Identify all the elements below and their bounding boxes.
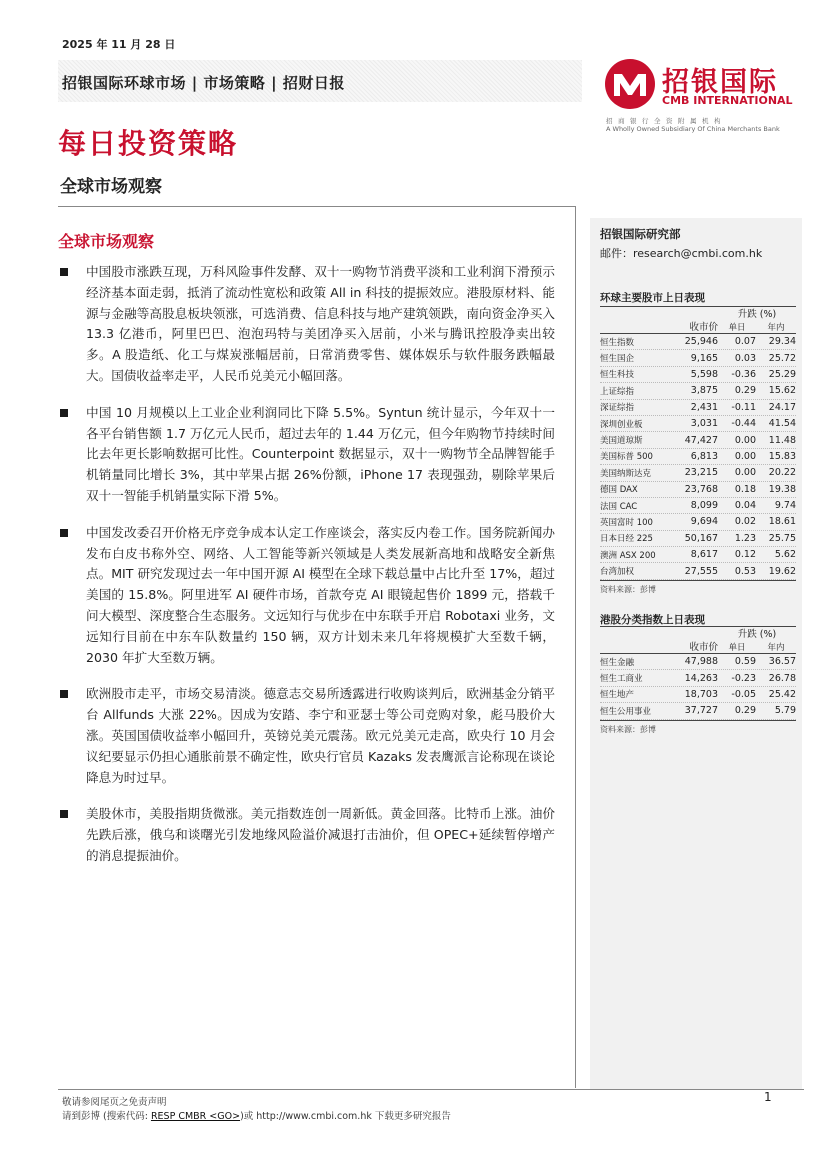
- ytd-change: 25.42: [768, 688, 796, 700]
- close-value: 9,165: [690, 352, 718, 364]
- hk-table-rows: [600, 654, 796, 720]
- bullet-item: [58, 523, 555, 669]
- global-table-rows: [600, 334, 796, 580]
- day-change: 0.00: [734, 450, 756, 462]
- day-header: 单日: [728, 643, 746, 653]
- day-change: 0.02: [734, 516, 756, 528]
- ytd-change: 41.54: [768, 418, 796, 430]
- ytd-change: 15.62: [768, 385, 796, 397]
- bullet-item: [58, 403, 555, 507]
- table-row: [600, 498, 796, 514]
- bullet-square-icon: [60, 409, 68, 417]
- index-name: 美国标普 500: [600, 452, 653, 463]
- table-row: [600, 482, 796, 498]
- bullet-text: 中国 10 月规模以上工业企业利润同比下降 5.5%。Syntun 统计显示，今年双十一各平台销售额 1.7 万亿元人民币，超过去年的 1.44 万亿元，但今年购物节持续时间比去年更长影响数据可比性。Counterpoint 数据显示，双十一购物节全品牌智能手机销量同比增长 3%，其中苹果占据 26%份额，iPhone 17 表现强劲，剔除苹果后双十一智能手机销量实际下滑 5%。: [86, 404, 555, 503]
- change-header: 升跌 (%): [737, 629, 777, 640]
- close-value: 23,768: [684, 483, 718, 495]
- table-source: 资料来源：彭博: [600, 584, 656, 594]
- index-name: 日本日经 225: [600, 534, 653, 545]
- day-change: 0.29: [734, 705, 756, 717]
- close-value: 6,813: [690, 450, 718, 462]
- footer-rule: [58, 1089, 804, 1090]
- index-name: 恒生地产: [600, 690, 635, 701]
- table-bottom-rule: [600, 720, 796, 721]
- day-change: -0.44: [731, 418, 756, 430]
- ytd-change: 25.75: [768, 532, 796, 544]
- logo-english-name: CMB INTERNATIONAL: [662, 94, 793, 107]
- bullet-item: [58, 262, 555, 387]
- day-change: 0.00: [734, 467, 756, 479]
- day-header: 单日: [728, 323, 746, 333]
- close-value: 18,703: [684, 688, 718, 700]
- day-change: 0.18: [734, 483, 756, 495]
- day-change: 0.59: [734, 656, 756, 668]
- bullet-list: [58, 262, 555, 883]
- index-name: 澳洲 ASX 200: [600, 550, 656, 561]
- index-name: 法国 CAC: [600, 501, 638, 512]
- index-name: 深证综指: [600, 403, 635, 414]
- ytd-change: 5.79: [774, 705, 796, 717]
- logo-subtitle-cn: 招商银行全资附属机构: [606, 117, 726, 125]
- section-title: 全球市场观察: [58, 232, 155, 251]
- table-subheader: [600, 320, 796, 333]
- ytd-change: 11.48: [768, 434, 796, 446]
- close-value: 27,555: [684, 565, 718, 577]
- title-divider: [58, 206, 575, 207]
- day-change: 0.03: [734, 352, 756, 364]
- close-value: 8,099: [690, 500, 718, 512]
- table-row: [600, 563, 796, 579]
- close-value: 25,946: [684, 336, 718, 348]
- page-number: 1: [764, 1090, 772, 1104]
- ytd-change: 26.78: [768, 672, 796, 684]
- bullet-square-icon: [60, 529, 68, 537]
- bullet-square-icon: [60, 268, 68, 276]
- ytd-change: 29.34: [768, 336, 796, 348]
- index-name: 英国富时 100: [600, 517, 653, 528]
- table-row: [600, 416, 796, 432]
- close-value: 14,263: [684, 672, 718, 684]
- hk-table-title: 港股分类指数上日表现: [600, 614, 705, 626]
- day-change: 0.29: [734, 385, 756, 397]
- logo-subtitle-en: A Wholly Owned Subsidiary Of China Merchants Bank: [606, 125, 780, 133]
- day-change: 0.53: [734, 565, 756, 577]
- ytd-change: 24.17: [768, 401, 796, 413]
- global-table-title: 环球主要股市上日表现: [600, 292, 705, 304]
- index-name: 恒生指数: [600, 337, 635, 348]
- table-row: [600, 449, 796, 465]
- day-change: -0.11: [731, 401, 756, 413]
- index-name: 台湾加权: [600, 567, 635, 578]
- table-row: [600, 383, 796, 399]
- day-change: 1.23: [734, 532, 756, 544]
- close-value: 3,031: [690, 418, 718, 430]
- table-row: [600, 670, 796, 686]
- hk-sector-table: [600, 626, 796, 735]
- table-row: [600, 367, 796, 383]
- ytd-change: 25.72: [768, 352, 796, 364]
- bullet-square-icon: [60, 810, 68, 818]
- cmbi-logo-icon: [604, 58, 656, 110]
- ytd-change: 25.29: [768, 368, 796, 380]
- day-change: 0.04: [734, 500, 756, 512]
- table-row: [600, 514, 796, 530]
- day-change: 0.00: [734, 434, 756, 446]
- table-row: [600, 334, 796, 350]
- footer-suffix: )或 http://www.cmbi.com.hk 下载更多研究报告: [240, 1111, 451, 1122]
- table-source: 资料来源：彭博: [600, 724, 656, 734]
- day-change: 0.07: [734, 336, 756, 348]
- ytd-change: 19.38: [768, 483, 796, 495]
- index-name: 恒生工商业: [600, 674, 643, 685]
- global-markets-table: [600, 306, 796, 595]
- close-header: 收市价: [689, 642, 718, 653]
- column-divider: [575, 206, 576, 1088]
- day-change: -0.36: [731, 368, 756, 380]
- research-email[interactable]: 邮件：research@cmbi.com.hk: [600, 247, 763, 260]
- index-name: 美国道琼斯: [600, 436, 643, 447]
- close-value: 37,727: [684, 705, 718, 717]
- document-subtitle: 全球市场观察: [60, 177, 162, 197]
- header-band: [58, 60, 582, 102]
- logo-chinese-name: 招银国际: [662, 67, 778, 98]
- close-value: 9,694: [690, 516, 718, 528]
- day-change: -0.05: [731, 688, 756, 700]
- day-change: -0.23: [731, 672, 756, 684]
- bloomberg-code-link[interactable]: RESP CMBR <GO>: [150, 1111, 241, 1122]
- document-title: 每日投资策略: [58, 127, 239, 160]
- header-band-text: 招银国际环球市场 | 市场策略 | 招财日报: [62, 74, 345, 92]
- close-value: 47,988: [684, 656, 718, 668]
- index-name: 恒生国企: [600, 354, 635, 365]
- table-row: [600, 350, 796, 366]
- ytd-change: 20.22: [768, 467, 796, 479]
- change-header: 升跌 (%): [737, 309, 777, 320]
- ytd-change: 9.74: [774, 500, 796, 512]
- bullet-text: 美股休市，美股指期货微涨。美元指数连创一周新低。黄金回落。比特币上涨。油价先跌后涨，俄乌和谈曙光引发地缘风险溢价减退打击油价，但 OPEC+延续暂停增产的消息提振油价。: [86, 806, 555, 863]
- index-name: 美国纳斯达克: [600, 468, 652, 479]
- bullet-text: 中国股市涨跌互现，万科风险事件发酵、双十一购物节消费平淡和工业利润下滑预示经济基本面走弱，抵消了流动性宽松和政策 All in 科技的提振效应。港股原材料、能源与金融等高股息板块领涨，可选消费、信息科技与地产建筑领跌，南向资金净买入 13.3 亿港币，阿里巴巴、泡泡玛特与美团净买入居前，小米与腾讯控股净卖出较多。A 股造纸、化工与煤炭涨幅居前，日常消费零售、媒体娱乐与软件服务跌幅最大。国债收益率走平，人民币兑美元小幅回落。: [86, 264, 555, 383]
- table-row: [600, 465, 796, 481]
- cmbi-logo: [604, 58, 804, 138]
- footer-disclaimer: 敬请参阅尾页之免责声明: [62, 1097, 167, 1108]
- table-row: [600, 400, 796, 416]
- ytd-change: 19.62: [768, 565, 796, 577]
- bullet-square-icon: [60, 690, 68, 698]
- bullet-item: [58, 804, 555, 866]
- ytd-header: 年内: [767, 323, 785, 333]
- close-value: 2,431: [690, 401, 718, 413]
- index-name: 恒生科技: [600, 370, 635, 381]
- table-row: [600, 654, 796, 670]
- sidebar: [590, 218, 802, 1090]
- ytd-change: 36.57: [768, 656, 796, 668]
- table-row: [600, 687, 796, 703]
- table-row: [600, 531, 796, 547]
- index-name: 上证综指: [600, 386, 635, 397]
- close-value: 3,875: [690, 385, 718, 397]
- footer-bloomberg: [62, 1108, 451, 1122]
- table-row: [600, 547, 796, 563]
- table-row: [600, 432, 796, 448]
- close-header: 收市价: [689, 322, 718, 333]
- ytd-change: 15.83: [768, 450, 796, 462]
- bullet-text: 中国发改委召开价格无序竞争成本认定工作座谈会，落实反内卷工作。国务院新闻办发布白皮书称外空、网络、人工智能等新兴领域是人类发展新高地和战略安全新焦点。MIT 研究发现过去一年中国开源 AI 模型在全球下载总量中占比升至 17%，超过美国的 15.8%。阿里进军 AI 硬件市场，首款夸克 AI 眼镜起售价 1899 元，搭载千问大模型、深度整合生态服务。文远知行与优步在中东联手开启 Robotaxi 业务，文远知行目前在中东车队数量约 150 辆，双方计划未来几年将规模扩大至数千辆，2030 年扩大至数万辆。: [86, 524, 556, 665]
- bullet-text: 欧洲股市走平，市场交易清淡。德意志交易所透露进行收购谈判后，欧洲基金分销平台 Allfunds 大涨 22%。因成为安踏、李宁和亚瑟士等公司竞购对象，彪马股价大涨。英国国债收益率小幅回升，英镑兑美元震荡。欧元兑美元走高，欧央行 10 月会议纪要显示仍担心通胀前景不确定性，欧央行官员 Kazaks 发表鹰派言论称现在谈论降息为时过早。: [86, 686, 555, 785]
- report-date: 2025 年 11 月 28 日: [62, 38, 176, 51]
- table-bottom-rule: [600, 580, 796, 581]
- index-name: 恒生金融: [600, 657, 635, 668]
- close-value: 5,598: [690, 368, 718, 380]
- close-value: 47,427: [684, 434, 718, 446]
- close-value: 50,167: [684, 532, 718, 544]
- index-name: 恒生公用事业: [600, 706, 652, 717]
- index-name: 德国 DAX: [600, 485, 638, 496]
- ytd-change: 18.61: [768, 516, 796, 528]
- table-row: [600, 703, 796, 719]
- close-value: 23,215: [684, 467, 718, 479]
- bullet-item: [58, 684, 555, 788]
- ytd-header: 年内: [767, 643, 785, 653]
- day-change: 0.12: [734, 549, 756, 561]
- research-dept: 招银国际研究部: [600, 227, 681, 241]
- footer-prefix: 请到彭博 (搜索代码:: [62, 1111, 151, 1122]
- close-value: 8,617: [690, 549, 718, 561]
- ytd-change: 5.62: [774, 549, 796, 561]
- index-name: 深圳创业板: [600, 419, 643, 430]
- table-subheader: [600, 640, 796, 653]
